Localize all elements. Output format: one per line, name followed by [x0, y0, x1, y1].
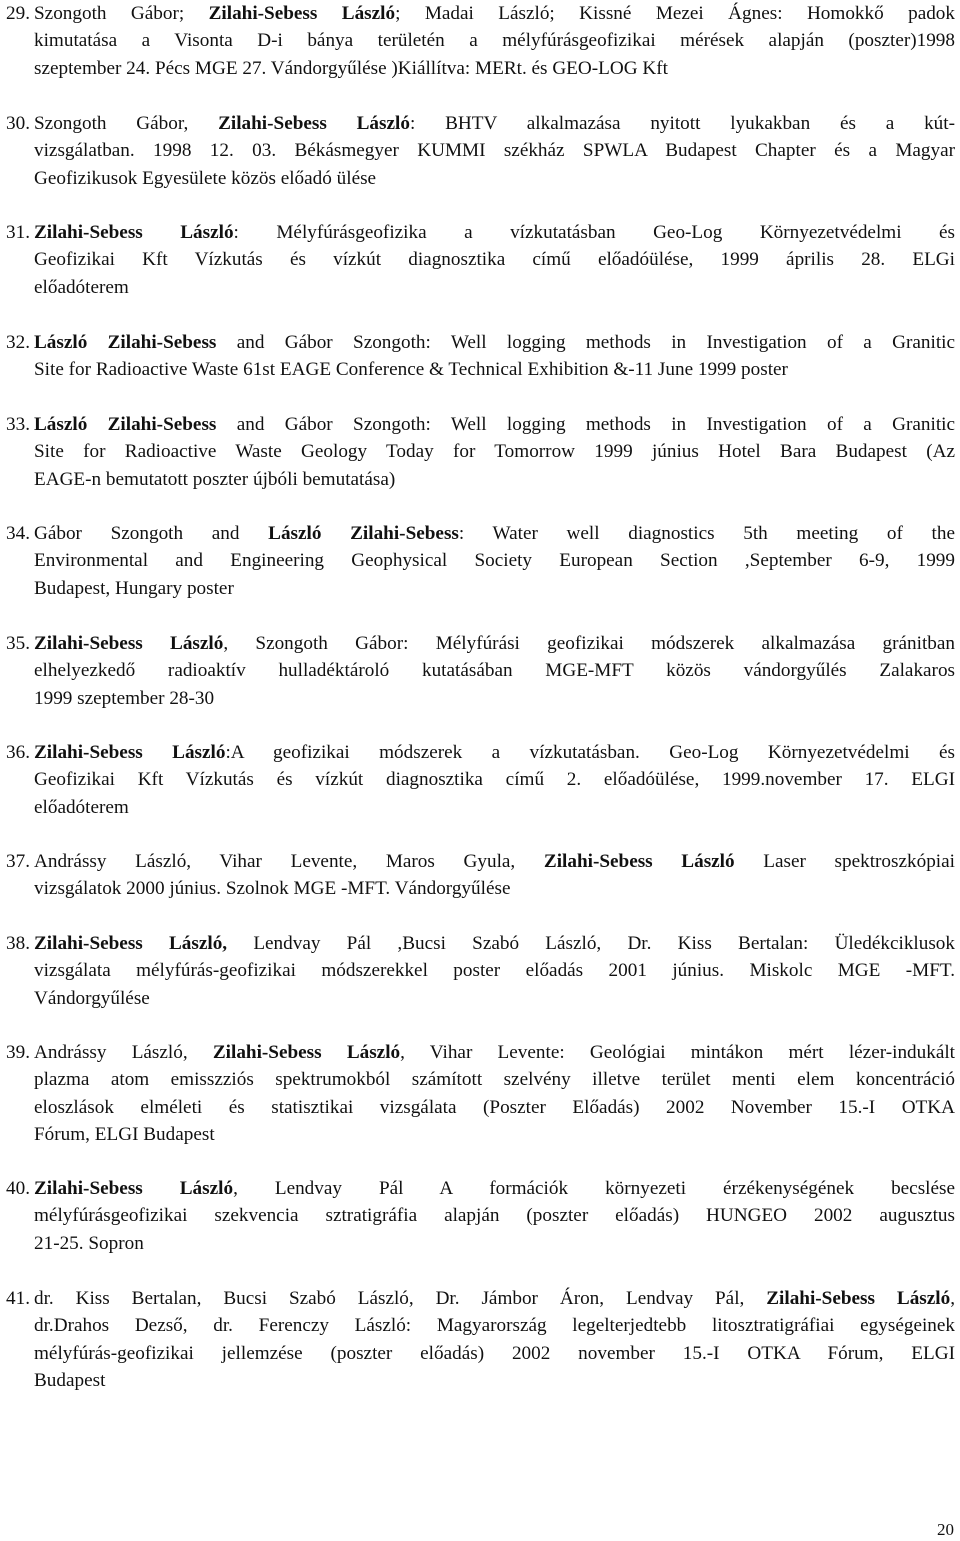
reference-line — [34, 246, 955, 273]
reference-line — [34, 848, 955, 875]
reference-text-segment: Fórum, ELGI Budapest — [34, 1123, 215, 1145]
reference-line — [34, 547, 955, 574]
reference-line — [34, 685, 955, 712]
reference-text-segment: : Water well diagnostics 5th meeting of the — [458, 523, 955, 544]
reference-text-segment: 21-25. Sopron — [34, 1232, 144, 1254]
reference-line — [34, 55, 955, 82]
reference-number: 35. — [6, 633, 30, 654]
reference-line — [34, 1285, 955, 1312]
author-name-bold: László Zilahi-Sebess — [34, 414, 217, 435]
reference-line — [34, 1312, 955, 1339]
reference-line — [34, 165, 955, 192]
reference-text-segment: : Mélyfúrásgeofizika a vízkutatásban Geo-Log Környezetvédelmi és — [233, 222, 955, 243]
reference-text — [34, 329, 955, 384]
reference-text — [34, 1175, 955, 1257]
reference-text-segment: EAGE-n bemutatott poszter újbóli bemutatása) — [34, 468, 396, 490]
reference-text-segment: Laser spektroszkópiai — [734, 851, 955, 872]
reference-text — [34, 630, 955, 712]
reference-text-segment: előadóterem — [34, 276, 129, 298]
reference-text — [34, 219, 955, 301]
reference-text-segment: Geofizikai Kft Vízkutás és vízkút diagnosztika című 2. előadóülése, 1999.november 17. ELGI — [34, 769, 955, 791]
reference-text-segment: szeptember 24. Pécs MGE 27. Vándorgyűlése )Kiállítva: MERt. és GEO-LOG Kft — [34, 57, 668, 79]
reference-text-segment: dr.Drahos Dezső, dr. Ferenczy László: Magyarország legelterjedtebb litosztratigráfiai egységeinek — [34, 1315, 955, 1337]
reference-number: 39. — [6, 1042, 30, 1063]
reference-text-segment: Budapest, Hungary poster — [34, 577, 234, 599]
reference-number: 33. — [6, 414, 30, 435]
author-name-bold: Zilahi-Sebess László — [208, 3, 396, 24]
author-name-bold: Zilahi-Sebess László — [212, 1042, 401, 1063]
author-name-bold: Zilahi-Sebess László — [34, 633, 224, 654]
reference-text-segment: vizsgálata mélyfúrás-geofizikai módszerekkel poster előadás 2001 június. Miskolc MGE -MFT. — [34, 960, 955, 982]
reference-text-segment: Site for Radioactive Waste Geology Today for Tomorrow 1999 június Hotel Bara Budapest (Az — [34, 441, 955, 463]
author-name-bold: Zilahi-Sebess László — [543, 851, 735, 872]
reference-line — [34, 1121, 955, 1148]
reference-text-segment: Andrássy László, — [34, 1042, 213, 1063]
reference-text-segment: mélyfúrásgeofizikai szekvencia sztratigráfia alapján (poszter előadás) HUNGEO 2002 augusztus — [34, 1205, 955, 1227]
reference-number: 36. — [6, 742, 30, 763]
reference-line — [34, 0, 955, 27]
reference-line — [34, 1340, 955, 1367]
reference-number: 29. — [6, 3, 30, 24]
reference-line — [34, 219, 955, 246]
reference-line — [34, 875, 955, 902]
reference-line — [34, 356, 955, 383]
reference-line — [34, 1094, 955, 1121]
reference-line — [34, 27, 955, 54]
reference-line — [34, 110, 955, 137]
reference-line — [34, 1367, 955, 1394]
reference-text-segment: mélyfúrás-geofizikai jellemzése (poszter előadás) 2002 november 15.-I OTKA Fórum, ELGI — [34, 1342, 955, 1364]
author-name-bold: Zilahi-Sebess László — [34, 1178, 234, 1199]
reference-text — [34, 930, 955, 1012]
reference-text-segment: Geofizikusok Egyesülete közös előadó ülése — [34, 167, 377, 189]
reference-text-segment: Environmental and Engineering Geophysical Society European Section ,September 6-9, 1999 — [34, 550, 955, 572]
reference-line — [34, 1066, 955, 1093]
reference-line — [34, 1230, 955, 1257]
reference-text — [34, 110, 955, 192]
reference-text-segment: vizsgálatban. 1998 12. 03. Békásmegyer KUMMI székház SPWLA Budapest Chapter és a Magyar — [34, 140, 955, 162]
reference-text-segment: Site for Radioactive Waste 61st EAGE Conference & Technical Exhibition &-11 June 1999 poster — [34, 359, 788, 381]
reference-text-segment: Vándorgyűlése — [34, 987, 150, 1009]
reference-line — [34, 794, 955, 821]
reference-text — [34, 1285, 955, 1394]
reference-text-segment: vizsgálatok 2000 június. Szolnok MGE -MFT. Vándorgyűlése — [34, 878, 511, 900]
reference-text-segment: elhelyezkedő radioaktív hulladéktároló kutatásában MGE-MFT közös vándorgyűlés Zalakaros — [34, 660, 955, 682]
reference-text-segment: plazma atom emisszziós spektrumokból számított szelvény illetve terület menti elem koncentráció — [34, 1069, 955, 1091]
reference-text-segment: kimutatása a Visonta D-i bánya területén a mélyfúrásgeofizikai mérések alapján (poszter)1998 — [34, 30, 955, 52]
reference-text-segment: and Gábor Szongoth: Well logging methods in Investigation of a Granitic — [216, 414, 955, 435]
reference-text — [34, 0, 955, 82]
reference-text-segment: , Szongoth Gábor: Mélyfúrási geofizikai módszerek alkalmazása gránitban — [223, 633, 955, 654]
reference-line — [34, 137, 955, 164]
reference-line — [34, 466, 955, 493]
reference-text-segment: Budapest — [34, 1369, 106, 1391]
reference-line — [34, 657, 955, 684]
reference-number: 30. — [6, 113, 30, 134]
reference-text-segment: Szongoth Gábor; — [34, 3, 209, 24]
reference-text-segment: : BHTV alkalmazása nyitott lyukakban és a kút- — [409, 113, 955, 134]
reference-text — [34, 1039, 955, 1148]
reference-line — [34, 957, 955, 984]
author-name-bold: Zilahi-Sebess László — [766, 1288, 951, 1309]
reference-line — [34, 1175, 955, 1202]
author-name-bold: Zilahi-Sebess László — [34, 742, 226, 763]
author-name-bold: Zilahi-Sebess László — [34, 222, 234, 243]
reference-text-segment: Lendvay Pál ,Bucsi Szabó László, Dr. Kiss Bertalan: Üledékciklusok — [227, 933, 955, 954]
reference-line — [34, 1039, 955, 1066]
reference-text — [34, 520, 955, 602]
reference-line — [34, 739, 955, 766]
page-number: 20 — [937, 1520, 954, 1539]
reference-line — [34, 985, 955, 1012]
reference-line — [34, 329, 955, 356]
reference-text-segment: and Gábor Szongoth: Well logging methods in Investigation of a Granitic — [216, 332, 955, 353]
reference-line — [34, 930, 955, 957]
reference-text-segment: Geofizikai Kft Vízkutás és vízkút diagnosztika című előadóülése, 1999 április 28. ELGi — [34, 249, 955, 271]
reference-text-segment: Andrássy László, Vihar Levente, Maros Gyula, — [34, 851, 544, 872]
reference-text-segment: , Lendvay Pál A formációk környezeti érzékenységének becslése — [233, 1178, 955, 1199]
reference-number: 31. — [6, 222, 30, 243]
reference-number: 32. — [6, 332, 30, 353]
reference-line — [34, 766, 955, 793]
reference-line — [34, 520, 955, 547]
reference-line — [34, 274, 955, 301]
reference-line — [34, 411, 955, 438]
reference-text — [34, 739, 955, 821]
author-name-bold: Zilahi-Sebess László — [218, 113, 410, 134]
reference-text-segment: ; Madai László; Kissné Mezei Ágnes: Homokkő padok — [395, 3, 955, 24]
reference-number: 34. — [6, 523, 30, 544]
author-name-bold: Zilahi-Sebess László, — [34, 933, 228, 954]
reference-text-segment: előadóterem — [34, 796, 129, 818]
reference-text — [34, 848, 955, 903]
reference-line — [34, 1202, 955, 1229]
reference-number: 37. — [6, 851, 30, 872]
reference-text-segment: Szongoth Gábor, — [34, 113, 219, 134]
reference-line — [34, 630, 955, 657]
reference-text-segment: Gábor Szongoth and — [34, 523, 269, 544]
reference-number: 41. — [6, 1288, 30, 1309]
reference-text-segment: :A geofizikai módszerek a vízkutatásban. Geo-Log Környezetvédelmi és — [225, 742, 955, 763]
reference-text — [34, 411, 955, 493]
author-name-bold: László Zilahi-Sebess — [268, 523, 459, 544]
reference-number: 38. — [6, 933, 30, 954]
reference-line — [34, 438, 955, 465]
reference-text-segment: , Vihar Levente: Geológiai mintákon mért lézer-indukált — [400, 1042, 955, 1063]
reference-number: 40. — [6, 1178, 30, 1199]
reference-text-segment: 1999 szeptember 28-30 — [34, 687, 215, 709]
reference-line — [34, 575, 955, 602]
reference-text-segment: dr. Kiss Bertalan, Bucsi Szabó László, Dr. Jámbor Áron, Lendvay Pál, — [34, 1288, 767, 1309]
reference-text-segment: , — [950, 1288, 955, 1309]
reference-text-segment: eloszlások elméleti és statisztikai vizsgálata (Poszter Előadás) 2002 November 15.-I OTKA — [34, 1096, 955, 1118]
author-name-bold: László Zilahi-Sebess — [34, 332, 217, 353]
